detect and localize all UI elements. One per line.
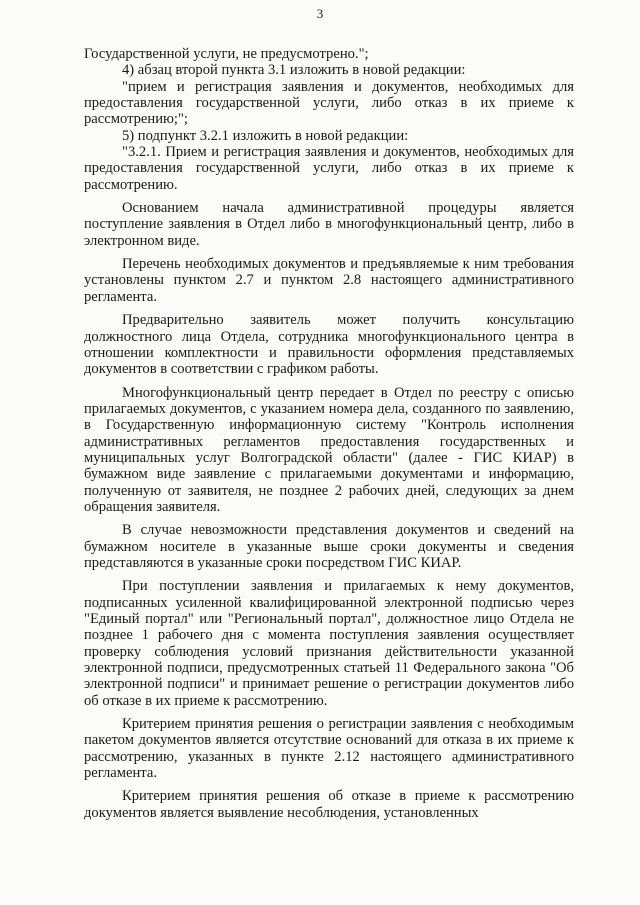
document-body (84, 46, 574, 821)
paragraph-item-4-text: "прием и регистрация заявления и документов, необходимых для предоставления государственной услуги, либо отказ в их приеме к рассмотрению;"; (84, 78, 574, 128)
paragraph-basis: Основанием начала административной процедуры является поступление заявления в Отдел либо в многофункциональный центр, либо в электронном виде. (84, 200, 574, 249)
paragraph-item-4: 4) абзац второй пункта 3.1 изложить в новой редакции: (122, 62, 466, 79)
paragraph-consultation: Предварительно заявитель может получить консультацию должностного лица Отдела, сотрудника многофункционального центра в отношении комплектности и правильности оформления представляемых документов в соответствии с графиком работы. (84, 312, 574, 378)
paragraph-impossibility: В случае невозможности представления документов и сведений на бумажном носителе в указанные выше сроки документы и сведения представляются в указанные сроки посредством ГИС КИАР. (84, 522, 574, 571)
paragraph-registration-criterion: Критерием принятия решения о регистрации заявления с необходимым пакетом документов является отсутствие оснований для отказа в их приеме к рассмотрению, указанных в пункте 2.12 настоящего административного регламента. (84, 716, 574, 782)
paragraph-subclause-3-2-1: "3.2.1. Прием и регистрация заявления и документов, необходимых для предоставления государственной услуги, либо отказ в их приеме к рассмотрению. (84, 144, 574, 193)
paragraph-continuation: Государственной услуги, не предусмотрено."; (84, 46, 369, 62)
paragraph-refusal-criterion: Критерием принятия решения об отказе в приеме к рассмотрению документов является выявление несоблюдения, установленных (84, 788, 574, 821)
paragraph-document-list: Перечень необходимых документов и предъявляемые к ним требования установлены пунктом 2.7 и пунктом 2.8 настоящего административного регламента. (84, 256, 574, 305)
paragraph-mfc-transfer: Многофункциональный центр передает в Отдел по реестру с описью прилагаемых документов, с указанием номера дела, созданного по заявлению, в Государственную информационную систему "Контроль исполнения административных регламентов предоставления государственных и муниципальных услуг Волгоградской области" (далее - ГИС КИАР) в бумажном виде заявление с прилагаемыми документами и информацию, полученную от заявителя, не позднее 2 рабочих дней, следующих за днем обращения заявителя. (84, 384, 574, 515)
paragraph-electronic-signature: При поступлении заявления и прилагаемых к нему документов, подписанных усиленной квалифицированной электронной подписью через "Единый портал" или "Региональный портал", должностное лицо Отдела не позднее 1 рабочего дня с момента поступления заявления осуществляет проверку соблюдения условий признания действительности указанной электронной подписи, предусмотренных статьей 11 Федерального закона "Об электронной подписи" и принимает решение о регистрации документов либо об отказе в их приеме к рассмотрению. (84, 578, 574, 709)
paragraph-item-5: 5) подпункт 3.2.1 изложить в новой редакции: (122, 127, 409, 144)
page-number: 3 (316, 6, 324, 21)
